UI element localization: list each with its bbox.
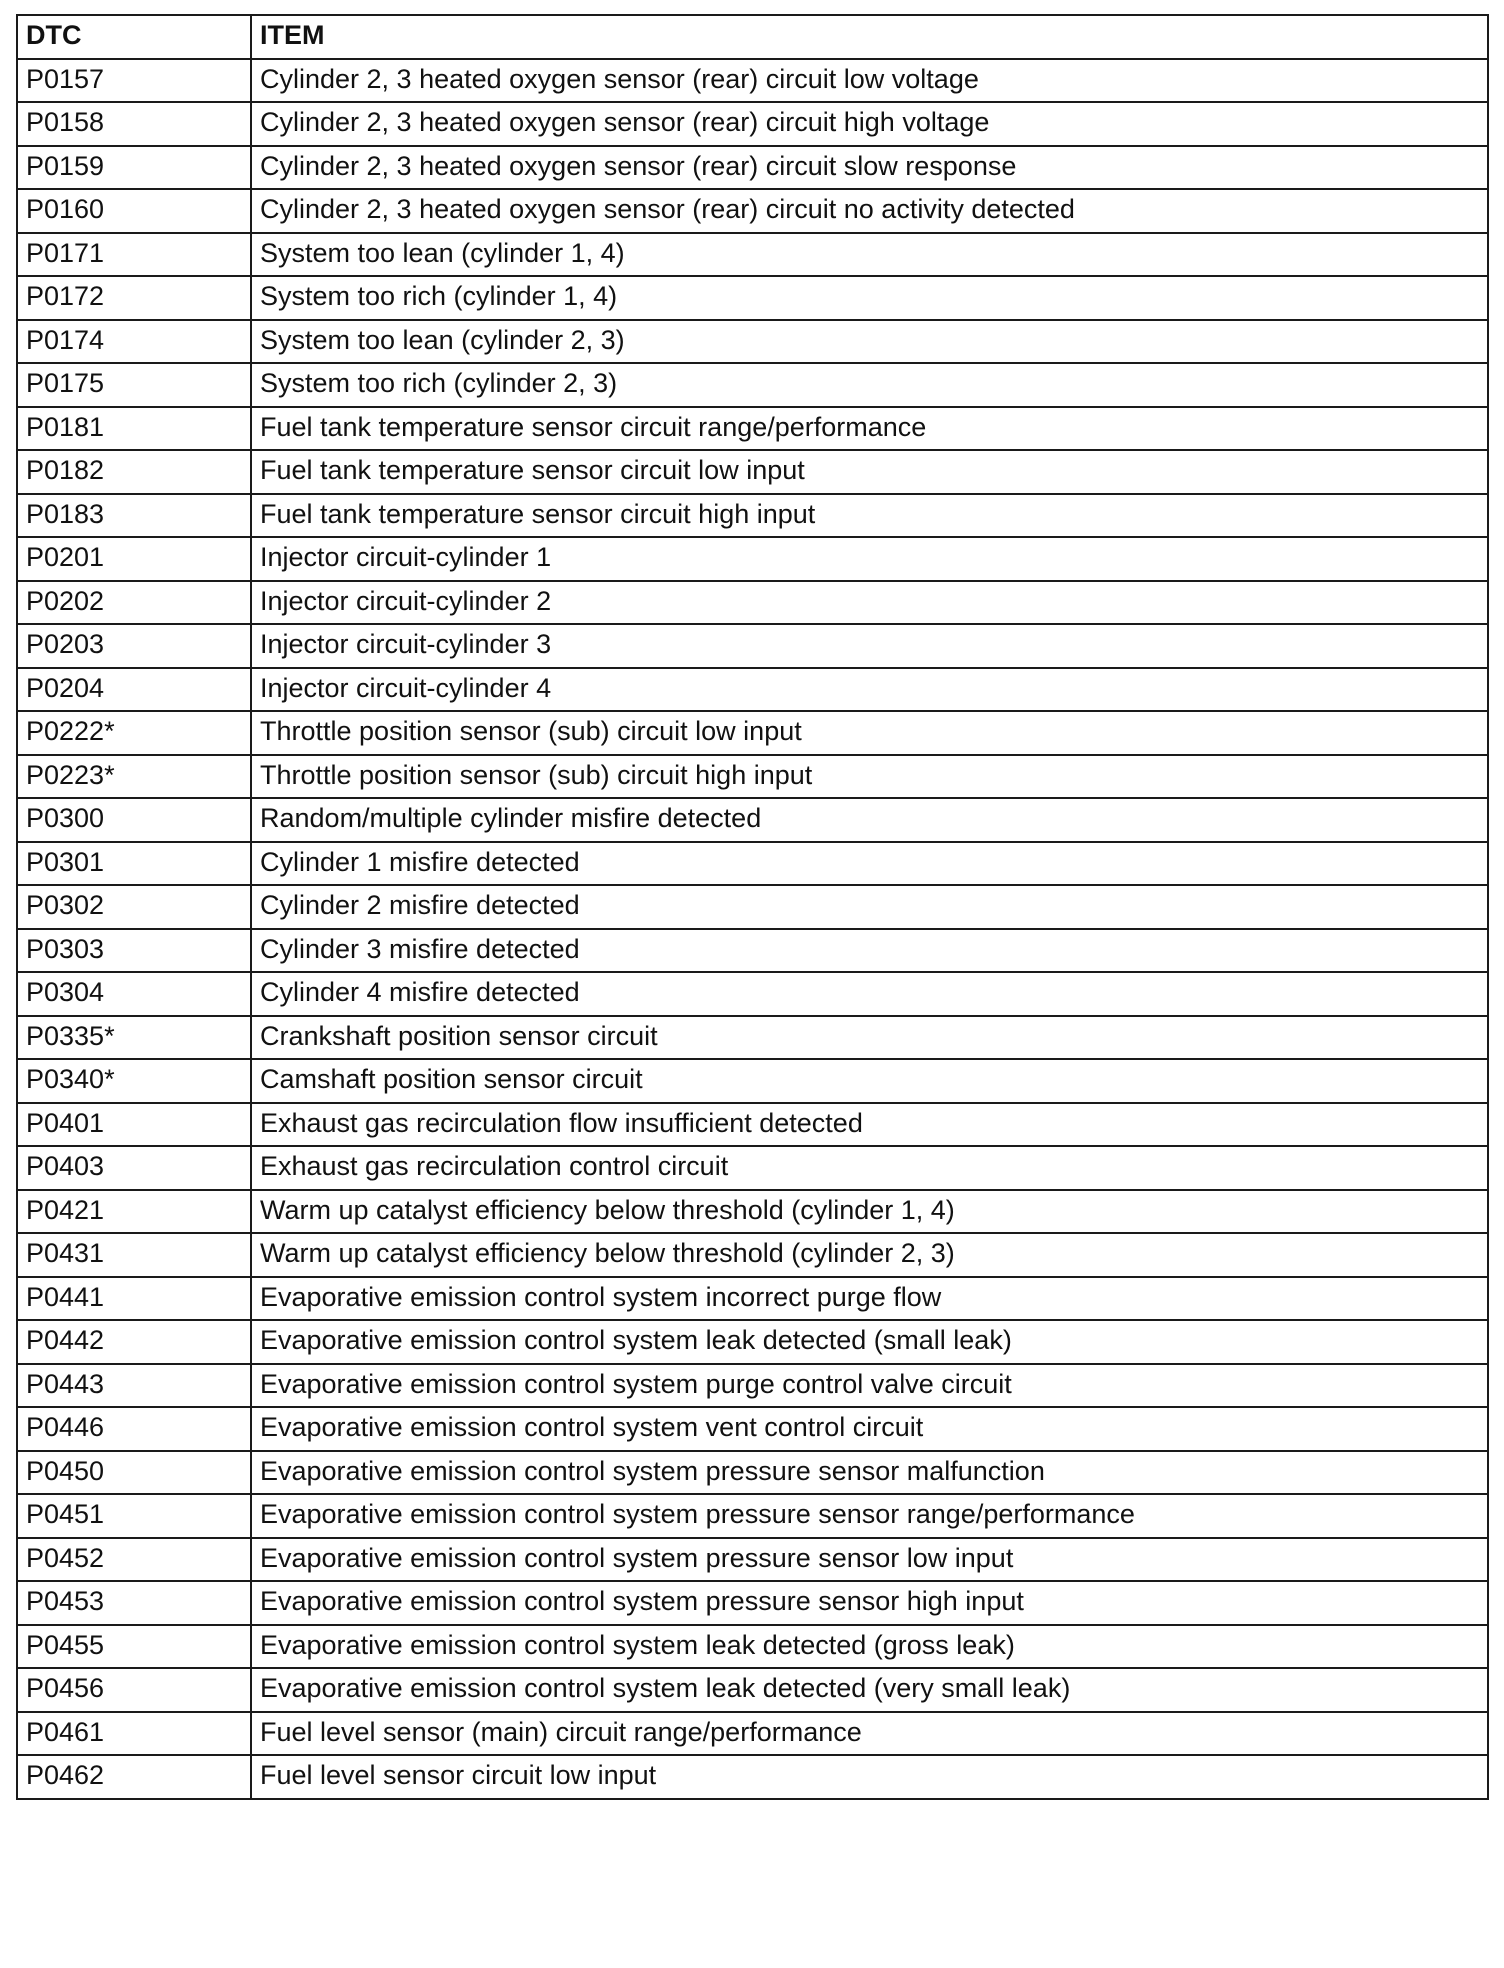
dtc-item-cell: Injector circuit-cylinder 2: [251, 581, 1488, 625]
dtc-item-cell: Cylinder 1 misfire detected: [251, 842, 1488, 886]
table-row: [17, 1712, 1488, 1756]
dtc-item-cell: Random/multiple cylinder misfire detected: [251, 798, 1488, 842]
dtc-code-cell: P0304: [17, 972, 251, 1016]
dtc-code-cell: P0172: [17, 276, 251, 320]
table-row: [17, 1451, 1488, 1495]
table-row: [17, 233, 1488, 277]
dtc-item-cell: Evaporative emission control system pressure sensor range/performance: [251, 1494, 1488, 1538]
table-row: [17, 711, 1488, 755]
dtc-item-cell: System too rich (cylinder 2, 3): [251, 363, 1488, 407]
dtc-item-cell: Evaporative emission control system pressure sensor low input: [251, 1538, 1488, 1582]
dtc-code-cell: P0174: [17, 320, 251, 364]
table-row: [17, 885, 1488, 929]
dtc-item-cell: Fuel tank temperature sensor circuit low input: [251, 450, 1488, 494]
dtc-item-cell: Evaporative emission control system incorrect purge flow: [251, 1277, 1488, 1321]
table-row: [17, 798, 1488, 842]
dtc-code-cell: P0455: [17, 1625, 251, 1669]
table-row: [17, 624, 1488, 668]
dtc-code-cell: P0401: [17, 1103, 251, 1147]
table-row: [17, 407, 1488, 451]
table-row: [17, 1016, 1488, 1060]
header-dtc: DTC: [17, 15, 251, 59]
header-item: ITEM: [251, 15, 1488, 59]
table-row: [17, 1755, 1488, 1799]
dtc-code-cell: P0431: [17, 1233, 251, 1277]
dtc-code-cell: P0300: [17, 798, 251, 842]
dtc-code-cell: P0451: [17, 1494, 251, 1538]
dtc-item-cell: Cylinder 2, 3 heated oxygen sensor (rear) circuit no activity detected: [251, 189, 1488, 233]
table-row: [17, 1625, 1488, 1669]
dtc-code-cell: P0443: [17, 1364, 251, 1408]
dtc-code-cell: P0203: [17, 624, 251, 668]
table-row: [17, 1103, 1488, 1147]
dtc-item-cell: Warm up catalyst efficiency below threshold (cylinder 1, 4): [251, 1190, 1488, 1234]
table-row: [17, 668, 1488, 712]
dtc-item-cell: Warm up catalyst efficiency below threshold (cylinder 2, 3): [251, 1233, 1488, 1277]
dtc-code-cell: P0222*: [17, 711, 251, 755]
dtc-code-cell: P0461: [17, 1712, 251, 1756]
dtc-code-cell: P0175: [17, 363, 251, 407]
dtc-code-cell: P0335*: [17, 1016, 251, 1060]
dtc-code-cell: P0201: [17, 537, 251, 581]
table-row: [17, 494, 1488, 538]
table-row: [17, 1538, 1488, 1582]
dtc-code-cell: P0160: [17, 189, 251, 233]
dtc-item-cell: Fuel level sensor circuit low input: [251, 1755, 1488, 1799]
dtc-item-cell: Evaporative emission control system pressure sensor malfunction: [251, 1451, 1488, 1495]
dtc-item-cell: Exhaust gas recirculation control circuit: [251, 1146, 1488, 1190]
table-row: [17, 320, 1488, 364]
dtc-code-cell: P0453: [17, 1581, 251, 1625]
dtc-item-cell: System too rich (cylinder 1, 4): [251, 276, 1488, 320]
dtc-item-cell: Camshaft position sensor circuit: [251, 1059, 1488, 1103]
dtc-code-cell: P0450: [17, 1451, 251, 1495]
dtc-item-cell: Crankshaft position sensor circuit: [251, 1016, 1488, 1060]
table-row: [17, 276, 1488, 320]
table-row: [17, 363, 1488, 407]
table-row: [17, 755, 1488, 799]
dtc-code-cell: P0441: [17, 1277, 251, 1321]
table-row: [17, 1494, 1488, 1538]
table-row: [17, 146, 1488, 190]
table-header-row: [17, 15, 1488, 59]
dtc-item-cell: Throttle position sensor (sub) circuit high input: [251, 755, 1488, 799]
dtc-code-cell: P0456: [17, 1668, 251, 1712]
dtc-code-cell: P0171: [17, 233, 251, 277]
dtc-code-cell: P0182: [17, 450, 251, 494]
dtc-item-cell: Cylinder 2 misfire detected: [251, 885, 1488, 929]
table-row: [17, 450, 1488, 494]
dtc-item-cell: Exhaust gas recirculation flow insufficient detected: [251, 1103, 1488, 1147]
table-row: [17, 1190, 1488, 1234]
dtc-item-cell: Fuel tank temperature sensor circuit range/performance: [251, 407, 1488, 451]
dtc-code-cell: P0157: [17, 59, 251, 103]
table-row: [17, 1146, 1488, 1190]
table-row: [17, 1233, 1488, 1277]
table-row: [17, 59, 1488, 103]
dtc-code-cell: P0202: [17, 581, 251, 625]
dtc-code-cell: P0421: [17, 1190, 251, 1234]
dtc-item-cell: Cylinder 2, 3 heated oxygen sensor (rear) circuit slow response: [251, 146, 1488, 190]
dtc-code-cell: P0462: [17, 1755, 251, 1799]
dtc-code-cell: P0340*: [17, 1059, 251, 1103]
table-row: [17, 1059, 1488, 1103]
dtc-item-cell: Evaporative emission control system vent control circuit: [251, 1407, 1488, 1451]
dtc-item-cell: Evaporative emission control system leak detected (small leak): [251, 1320, 1488, 1364]
dtc-item-cell: Cylinder 3 misfire detected: [251, 929, 1488, 973]
dtc-item-cell: Evaporative emission control system pressure sensor high input: [251, 1581, 1488, 1625]
dtc-table: [16, 14, 1489, 1800]
table-row: [17, 581, 1488, 625]
dtc-code-cell: P0301: [17, 842, 251, 886]
dtc-code-cell: P0442: [17, 1320, 251, 1364]
dtc-code-cell: P0302: [17, 885, 251, 929]
dtc-code-cell: P0223*: [17, 755, 251, 799]
dtc-item-cell: Evaporative emission control system purge control valve circuit: [251, 1364, 1488, 1408]
dtc-item-cell: System too lean (cylinder 2, 3): [251, 320, 1488, 364]
table-row: [17, 929, 1488, 973]
dtc-item-cell: Injector circuit-cylinder 1: [251, 537, 1488, 581]
table-body: [17, 59, 1488, 1799]
table-row: [17, 102, 1488, 146]
table-row: [17, 842, 1488, 886]
dtc-item-cell: Evaporative emission control system leak detected (very small leak): [251, 1668, 1488, 1712]
dtc-item-cell: Fuel tank temperature sensor circuit high input: [251, 494, 1488, 538]
dtc-item-cell: System too lean (cylinder 1, 4): [251, 233, 1488, 277]
dtc-item-cell: Throttle position sensor (sub) circuit low input: [251, 711, 1488, 755]
dtc-item-cell: Injector circuit-cylinder 3: [251, 624, 1488, 668]
dtc-code-cell: P0159: [17, 146, 251, 190]
table-row: [17, 1277, 1488, 1321]
table-row: [17, 1364, 1488, 1408]
dtc-code-cell: P0452: [17, 1538, 251, 1582]
table-row: [17, 537, 1488, 581]
table-row: [17, 1581, 1488, 1625]
table-row: [17, 1320, 1488, 1364]
dtc-code-cell: P0403: [17, 1146, 251, 1190]
dtc-code-cell: P0183: [17, 494, 251, 538]
table-row: [17, 189, 1488, 233]
dtc-item-cell: Injector circuit-cylinder 4: [251, 668, 1488, 712]
dtc-item-cell: Cylinder 4 misfire detected: [251, 972, 1488, 1016]
dtc-code-cell: P0446: [17, 1407, 251, 1451]
dtc-code-cell: P0181: [17, 407, 251, 451]
dtc-item-cell: Cylinder 2, 3 heated oxygen sensor (rear) circuit high voltage: [251, 102, 1488, 146]
table-row: [17, 1407, 1488, 1451]
dtc-item-cell: Evaporative emission control system leak detected (gross leak): [251, 1625, 1488, 1669]
dtc-code-cell: P0158: [17, 102, 251, 146]
table-row: [17, 1668, 1488, 1712]
dtc-code-cell: P0303: [17, 929, 251, 973]
dtc-item-cell: Cylinder 2, 3 heated oxygen sensor (rear) circuit low voltage: [251, 59, 1488, 103]
dtc-item-cell: Fuel level sensor (main) circuit range/performance: [251, 1712, 1488, 1756]
dtc-code-cell: P0204: [17, 668, 251, 712]
table-row: [17, 972, 1488, 1016]
